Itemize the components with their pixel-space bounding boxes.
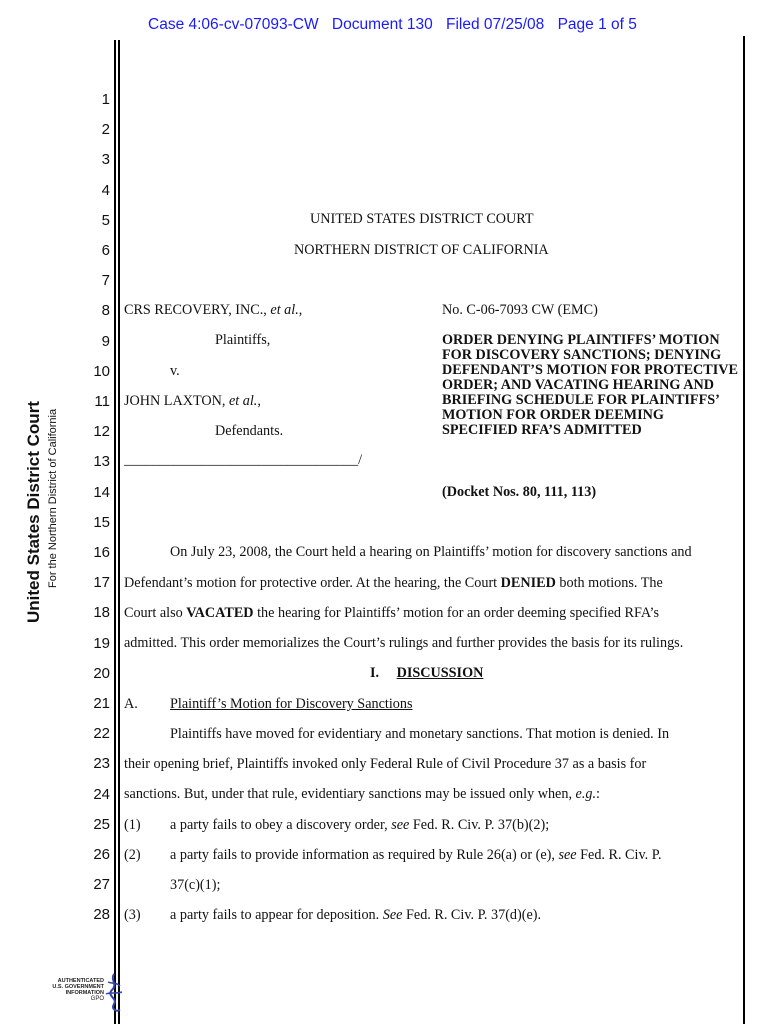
case-no: No. C-06-7093 CW (EMC) [442,302,598,318]
para1-line2-text: Defendant’s motion for protective order. At the hearing, the Court [124,575,501,591]
item2-text-a: a party fails to provide information as required by Rule 26(a) or (e), [170,847,559,863]
seal-line2: U.S. GOVERNMENT [52,984,104,990]
para1-line3-text: Court also [124,605,187,621]
item1-number: (1) [124,817,141,833]
vacated-ruling: VACATED [186,605,254,621]
line-number: 14 [93,483,110,501]
line-number: 9 [101,332,110,350]
line-number: 20 [93,664,110,682]
filed-date: Filed 07/25/08 [446,16,545,33]
sidebar-district: For the Northern District of California [47,408,59,588]
para2-line3 [124,786,600,803]
line-number: 12 [93,423,110,441]
left-margin-rule-inner [118,40,120,1024]
line-number: 3 [101,151,110,169]
seal-line3: INFORMATION [65,990,104,996]
caption-divider: _________________________________/ [124,452,363,468]
defendant-line: JOHN LAXTON, et al., [124,393,261,409]
para2-line2: their opening brief, Plaintiffs invoked only Federal Rule of Civil Procedure 37 as a basis for [124,756,647,772]
section-title: DISCUSSION [396,665,484,681]
line-number: 6 [101,242,110,259]
item3-text-a: a party fails to appear for deposition. [170,907,383,923]
plaintiff-name: CRS RECOVERY, INC., [124,302,267,318]
eg-abbrev: e.g. [575,786,597,802]
section-heading [370,665,483,682]
item1-text [170,817,549,834]
line-number: 2 [101,121,110,139]
page-indicator: Page 1 of 5 [557,16,637,33]
line-number: 19 [93,634,110,652]
line-number: 22 [93,725,110,743]
line-number: 28 [93,906,110,924]
para1-line2 [124,575,663,592]
line-number: 26 [93,846,110,863]
para2-line1: Plaintiffs have moved for evidentiary and monetary sanctions. That motion is denied. In [170,726,670,742]
sidebar-court-name: United States District Court [24,401,43,623]
item1-text-a: a party fails to obey a discovery order, [170,817,392,833]
denied-ruling: DENIED [500,575,556,591]
item1-see: see [391,817,410,833]
item3-cite: Fed. R. Civ. P. 37(d)(e). [402,907,542,923]
subsection-title: Plaintiff’s Motion for Discovery Sanctions [170,696,413,712]
item2-cite: Fed. R. Civ. P. [576,847,662,863]
defendant-etal: et al. [228,393,258,409]
item3-text [170,907,541,924]
section-number: I. [370,665,380,681]
plaintiff-line: CRS RECOVERY, INC., et al., [124,302,303,318]
line-number: 21 [93,695,110,712]
case-header [148,16,646,34]
court-district: NORTHERN DISTRICT OF CALIFORNIA [294,242,549,258]
left-margin-rule [114,40,116,1024]
para1-line4: admitted. This order memorializes the Court’s rulings and further provides the basis for its rulings. [124,635,684,651]
line-number: 13 [93,453,110,471]
subsection-letter: A. [124,696,138,712]
line-number: 1 [101,91,110,108]
item3-number: (3) [124,907,141,923]
gpo-authentication-seal [44,978,104,1002]
item3-see: See [382,907,403,923]
para2-line3-end: : [596,786,600,802]
para1-line3 [124,605,659,622]
line-number: 8 [101,302,110,320]
case-number: Case 4:06-cv-07093-CW [148,16,319,33]
line-number: 24 [93,785,110,803]
para1-line1: On July 23, 2008, the Court held a hearing on Plaintiffs’ motion for discovery sanctions and [170,544,692,560]
line-number: 27 [93,876,110,894]
plaintiff-etal: et al. [270,302,299,318]
versus: v. [170,363,180,379]
defendant-name: JOHN LAXTON, [124,393,226,409]
line-number: 17 [93,574,110,592]
item2-see: see [558,847,577,863]
line-number: 23 [93,755,110,773]
line-number: 10 [93,362,110,380]
defendant-role: Defendants. [215,423,284,439]
line-number: 4 [101,181,110,199]
document-number: Document 130 [331,16,433,33]
seal-line1: AUTHENTICATED [57,978,104,984]
line-number: 11 [94,393,110,410]
para2-line3-text: sanctions. But, under that rule, evidentiary sanctions may be issued only when, [124,786,576,802]
item2-text [170,847,662,864]
order-title: ORDER DENYING PLAINTIFFS’ MOTION FOR DISCOVERY SANCTIONS; DENYING DEFENDANT’S MOTION FOR PROTECTIVE ORDER; AND VACATING HEARING AND BRIEFING SCHEDULE FOR PLAINTIFFS’ MOTION FOR ORDER DEEMING SPECIFIED RFA’S ADMITTED [442,332,738,438]
para1-line3-end: the hearing for Plaintiffs’ motion for an order deeming specified RFA’s [253,605,659,621]
para1-line2-end: both motions. The [555,575,663,591]
line-number: 5 [101,211,110,229]
line-number: 18 [93,604,110,622]
gpo-eagle-icon [100,972,128,1014]
docket-numbers: (Docket Nos. 80, 111, 113) [442,484,597,500]
plaintiff-role: Plaintiffs, [215,332,271,348]
line-number: 15 [93,513,110,531]
seal-line4: GPO [90,996,104,1002]
item2-number: (2) [124,847,141,863]
court-name: UNITED STATES DISTRICT COURT [310,211,534,227]
line-number: 7 [101,272,110,290]
right-margin-rule [743,36,745,1024]
item2-continuation: 37(c)(1); [170,877,221,893]
line-number: 16 [93,544,110,561]
line-number: 25 [93,815,110,833]
item1-cite: Fed. R. Civ. P. 37(b)(2); [409,817,550,833]
